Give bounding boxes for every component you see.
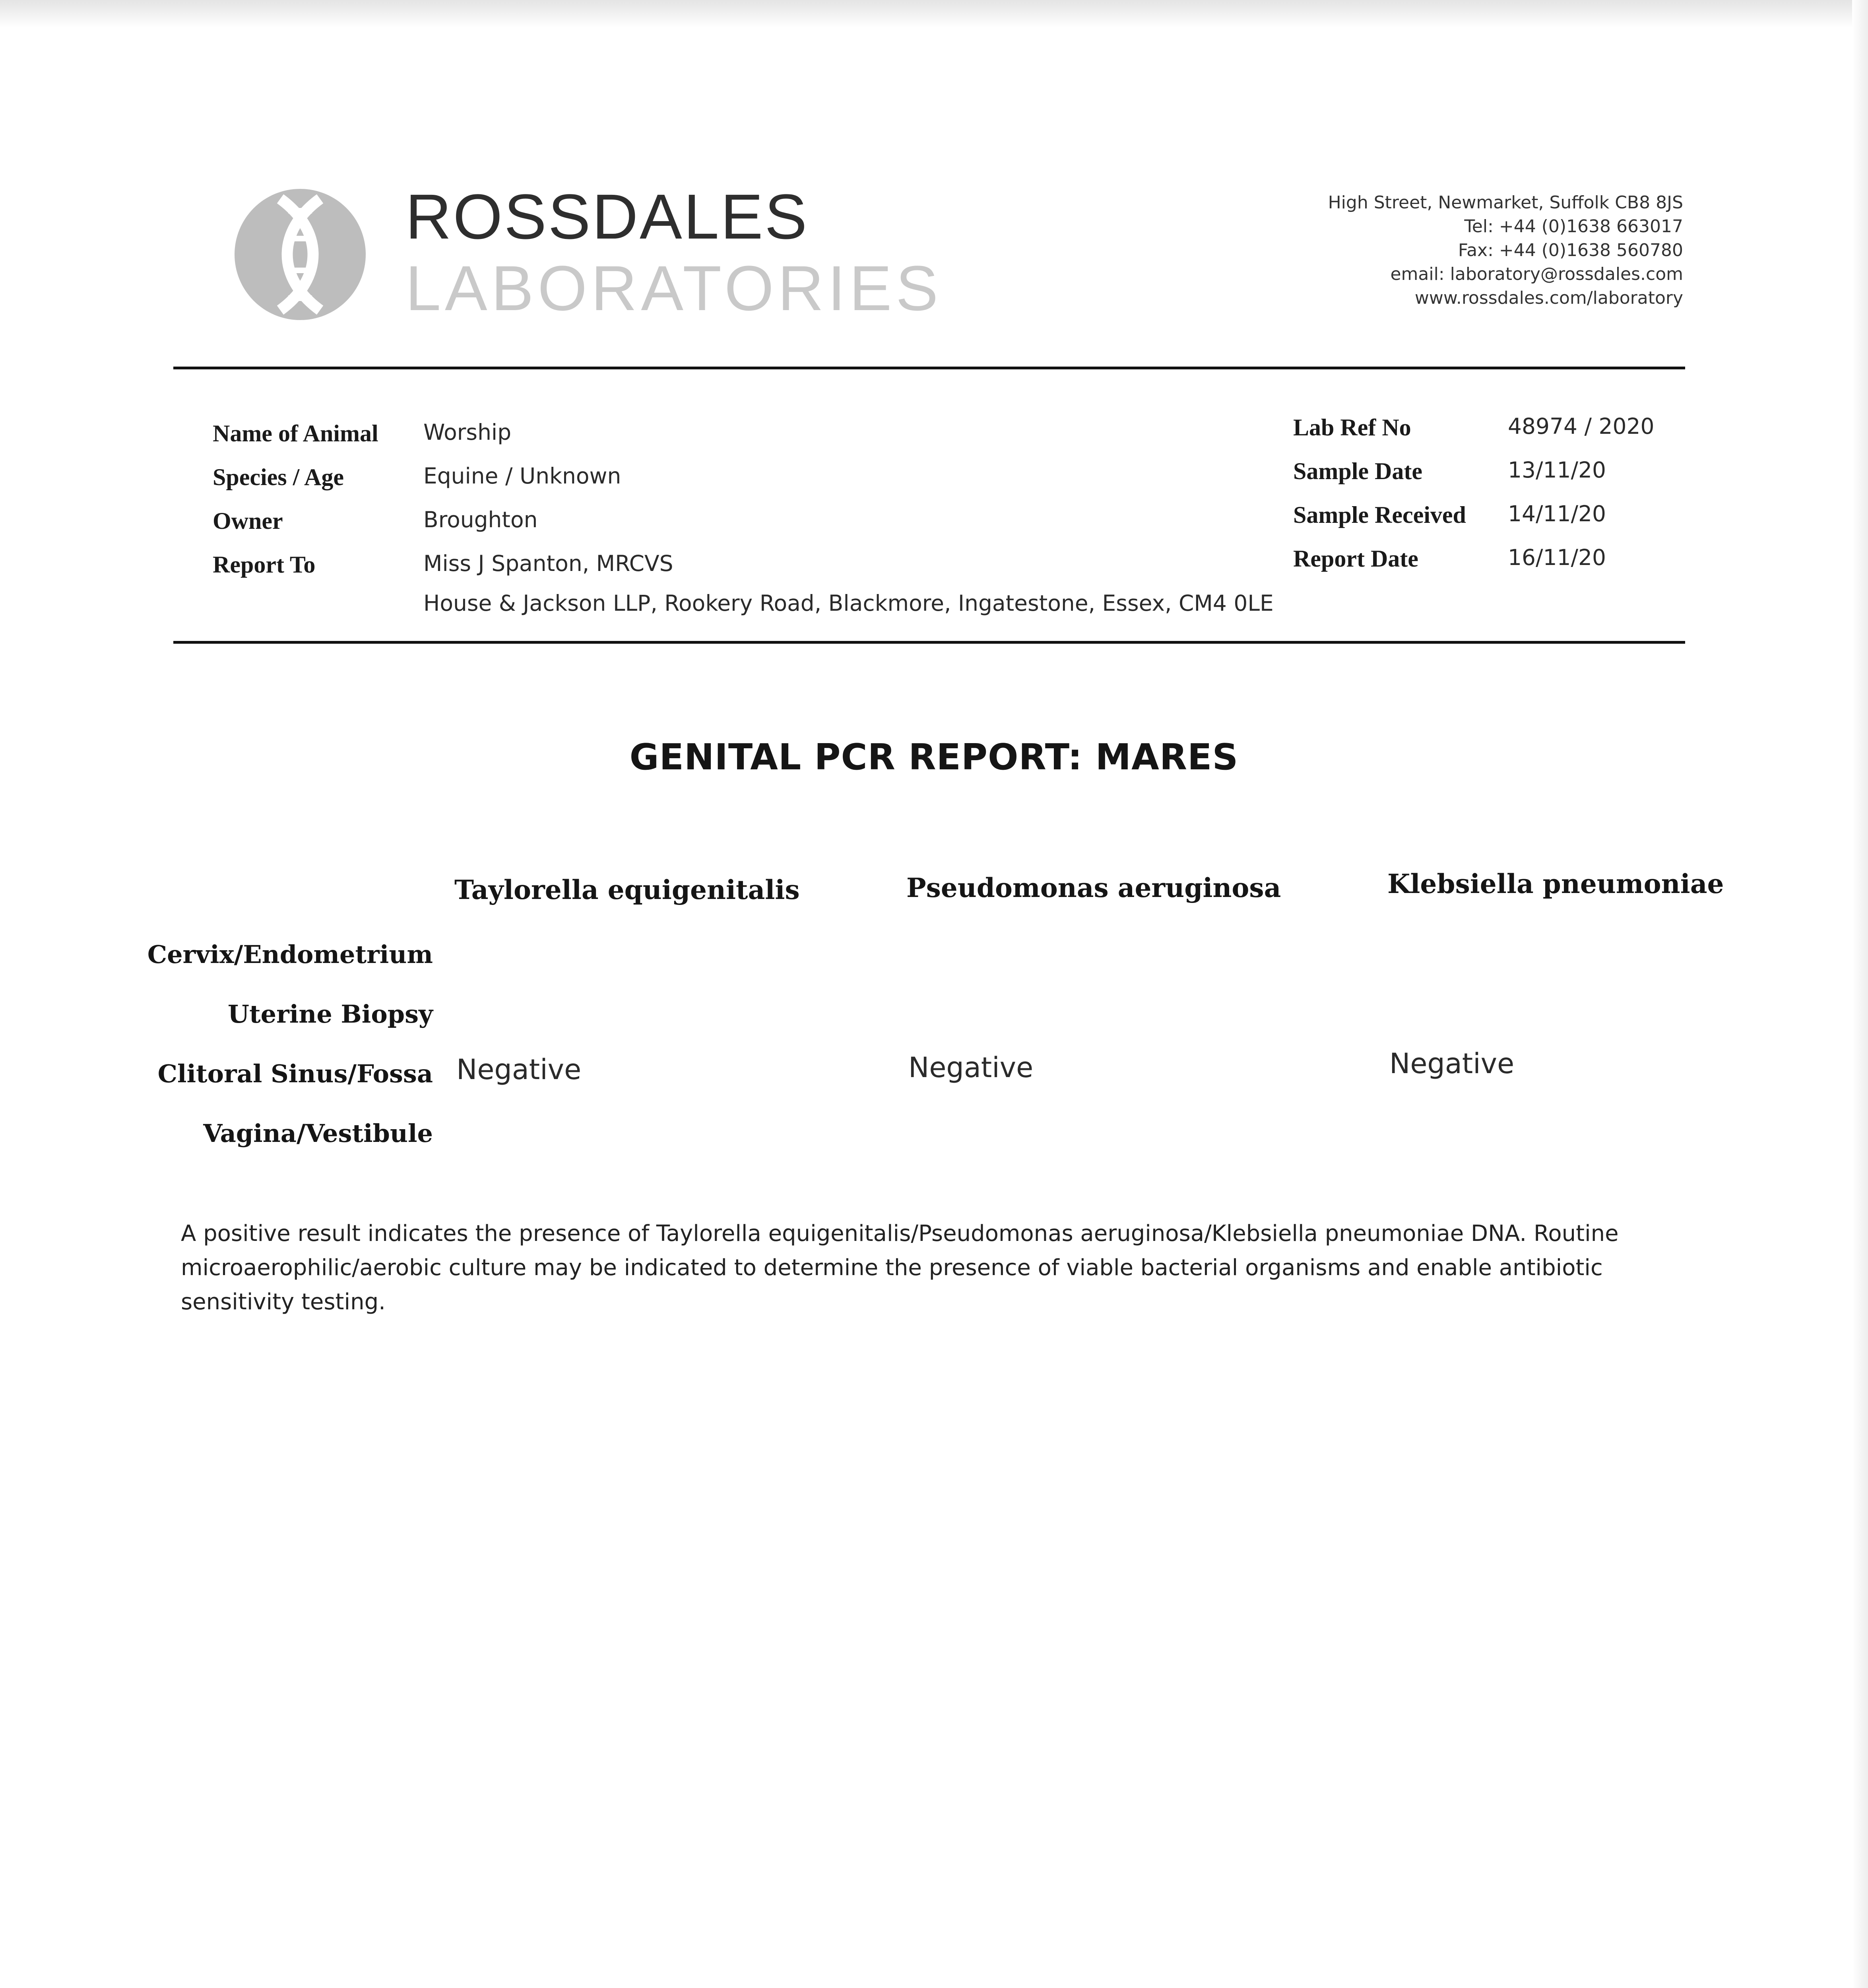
column-header-klebsiella: Klebsiella pneumoniae [1387, 868, 1724, 899]
report-to-label: Report To [213, 551, 316, 578]
report-to-value: Miss J Spanton, MRCVS [423, 551, 673, 576]
row-label-cervix: Cervix/Endometrium [147, 940, 433, 969]
divider-bottom [173, 641, 1685, 644]
lab-ref-label: Lab Ref No [1293, 414, 1411, 441]
sample-received-label: Sample Received [1293, 502, 1466, 528]
report-date-label: Report Date [1293, 546, 1418, 572]
email-line: email: laboratory@rossdales.com [1390, 264, 1683, 284]
species-age-label: Species / Age [213, 464, 344, 490]
owner-label: Owner [213, 508, 283, 534]
row-label-uterine-biopsy: Uterine Biopsy [227, 1000, 433, 1029]
row-label-vagina: Vagina/Vestibule [203, 1119, 433, 1148]
lab-address [1127, 191, 1683, 310]
dna-logo-icon [233, 187, 368, 322]
footnote-line: microaerophilic/aerobic culture may be indicated to determine the presence of viable bacterial organisms and enable antibiotic [181, 1255, 1603, 1281]
divider-top [173, 367, 1685, 369]
name-of-animal-label: Name of Animal [213, 420, 378, 447]
report-to-address: House & Jackson LLP, Rookery Road, Blackmore, Ingatestone, Essex, CM4 0LE [423, 590, 1274, 616]
result-klebsiella: Negative [1389, 1047, 1515, 1080]
tel-line: Tel: +44 (0)1638 663017 [1464, 216, 1683, 237]
result-taylorella: Negative [456, 1053, 582, 1086]
fax-line: Fax: +44 (0)1638 560780 [1458, 240, 1683, 260]
lab-ref-value: 48974 / 2020 [1508, 414, 1655, 439]
report-date-value: 16/11/20 [1508, 545, 1606, 570]
brand-subtitle: LABORATORIES [405, 252, 942, 324]
row-label-clitoral-sinus: Clitoral Sinus/Fossa [157, 1059, 433, 1088]
brand-name: ROSSDALES [405, 181, 809, 252]
species-age-value: Equine / Unknown [423, 463, 621, 489]
sample-date-value: 13/11/20 [1508, 457, 1606, 483]
scan-shadow-right [1852, 0, 1868, 1988]
footnote-line: A positive result indicates the presence of Taylorella equigenitalis/Pseudomonas aeruginosa/Klebsiella pneumoniae DNA. Routine [181, 1221, 1619, 1246]
column-header-pseudomonas: Pseudomonas aeruginosa [906, 872, 1281, 903]
sample-date-label: Sample Date [1293, 458, 1422, 484]
website-line: www.rossdales.com/laboratory [1414, 288, 1683, 308]
column-header-taylorella: Taylorella equigenitalis [454, 874, 800, 905]
footnote-line: sensitivity testing. [181, 1289, 386, 1315]
result-pseudomonas: Negative [908, 1051, 1034, 1084]
scan-shadow-top [0, 0, 1868, 28]
report-title: GENITAL PCR REPORT: MARES [629, 736, 1239, 778]
address-line: High Street, Newmarket, Suffolk CB8 8JS [1328, 192, 1683, 213]
sample-received-value: 14/11/20 [1508, 501, 1606, 526]
owner-value: Broughton [423, 507, 538, 532]
footnote [181, 1217, 1691, 1319]
name-of-animal-value: Worship [423, 419, 512, 445]
